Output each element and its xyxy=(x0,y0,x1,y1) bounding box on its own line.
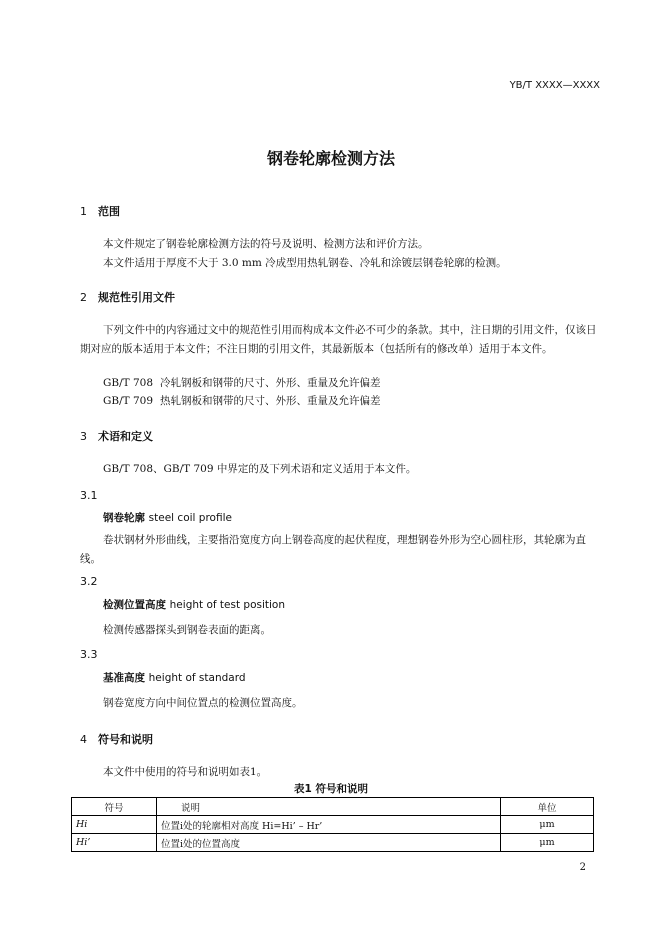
table-cell: μm xyxy=(501,816,594,834)
term-heading xyxy=(103,597,285,612)
page-number: 2 xyxy=(579,862,586,873)
document-title: 钢卷轮廓检测方法 xyxy=(266,149,395,168)
term-number: 3.3 xyxy=(80,648,98,661)
standard-code: YB/T XXXX—XXXX xyxy=(509,80,600,91)
table-header-row xyxy=(72,798,594,816)
section-4-title: 符号和说明 xyxy=(98,733,153,746)
section-4-number: 4 xyxy=(80,733,87,746)
term-zh: 检测位置高度 xyxy=(103,599,166,611)
section-2-heading xyxy=(80,289,175,305)
symbols-intro-paragraph: 本文件中使用的符号和说明如表1。 xyxy=(103,766,268,778)
scope-paragraph-1: 本文件规定了钢卷轮廓检测方法的符号及说明、检测方法和评价方法。 xyxy=(103,238,429,250)
reference-item xyxy=(103,375,381,390)
term-zh: 钢卷轮廓 xyxy=(103,512,145,524)
section-3-heading xyxy=(80,428,153,444)
section-3-number: 3 xyxy=(80,430,87,443)
table-header-cell: 说明 xyxy=(157,798,501,816)
table-row xyxy=(72,816,594,834)
table-cell: 位置i处的轮廓相对高度 Hi=Hi’ – Hr’ xyxy=(157,816,501,834)
reference-title: 热轧钢板和钢带的尺寸、外形、重量及允许偏差 xyxy=(160,395,381,407)
reference-title: 冷轧钢板和钢带的尺寸、外形、重量及允许偏差 xyxy=(160,377,381,389)
term-heading xyxy=(103,510,232,525)
table-header-cell: 符号 xyxy=(72,798,157,816)
table-cell: Hi’ xyxy=(72,834,157,852)
symbols-table xyxy=(71,797,594,852)
term-heading xyxy=(103,670,246,685)
table-row xyxy=(72,834,594,852)
normative-references-paragraph: 下列文件中的内容通过文中的规范性引用而构成本文件必不可少的条款。其中，注日期的引用文件，仅该日期对应的版本适用于本文件；不注日期的引用文件，其最新版本（包括所有的修改单）适用于本文件。 xyxy=(80,324,597,355)
section-1-heading xyxy=(80,203,120,219)
term-en: height of test position xyxy=(169,599,286,611)
term-en: height of standard xyxy=(148,672,246,684)
table-cell: 位置i处的位置高度 xyxy=(157,834,501,852)
section-2-number: 2 xyxy=(80,291,87,304)
table-caption: 表1 符号和说明 xyxy=(294,783,368,795)
scope-paragraph-2: 本文件适用于厚度不大于 3.0 mm 冷成型用热轧钢卷、冷轧和涂镀层钢卷轮廓的检测。 xyxy=(103,257,507,269)
section-1-number: 1 xyxy=(80,205,87,218)
reference-code: GB/T 708 xyxy=(103,377,154,389)
table-header-cell: 单位 xyxy=(501,798,594,816)
term-number: 3.1 xyxy=(80,489,98,502)
table-cell: Hi xyxy=(72,816,157,834)
section-4-heading xyxy=(80,731,153,747)
term-definition: 钢卷宽度方向中间位置点的检测位置高度。 xyxy=(103,697,303,709)
term-definition: 卷状钢材外形曲线，主要指沿宽度方向上钢卷高度的起伏程度，理想钢卷外形为空心圆柱形，其轮廓为直线。 xyxy=(80,534,586,565)
term-number: 3.2 xyxy=(80,575,98,588)
term-en: steel coil profile xyxy=(148,512,232,524)
section-1-title: 范围 xyxy=(98,205,120,218)
term-definition: 检测传感器探头到钢卷表面的距离。 xyxy=(103,624,271,636)
section-3-title: 术语和定义 xyxy=(98,430,153,443)
section-2-title: 规范性引用文件 xyxy=(98,291,175,304)
term-zh: 基准高度 xyxy=(103,672,145,684)
reference-code: GB/T 709 xyxy=(103,395,154,407)
terms-intro-paragraph: GB/T 708、GB/T 709 中界定的及下列术语和定义适用于本文件。 xyxy=(103,463,417,475)
table-cell: μm xyxy=(501,834,594,852)
reference-item xyxy=(103,393,381,408)
